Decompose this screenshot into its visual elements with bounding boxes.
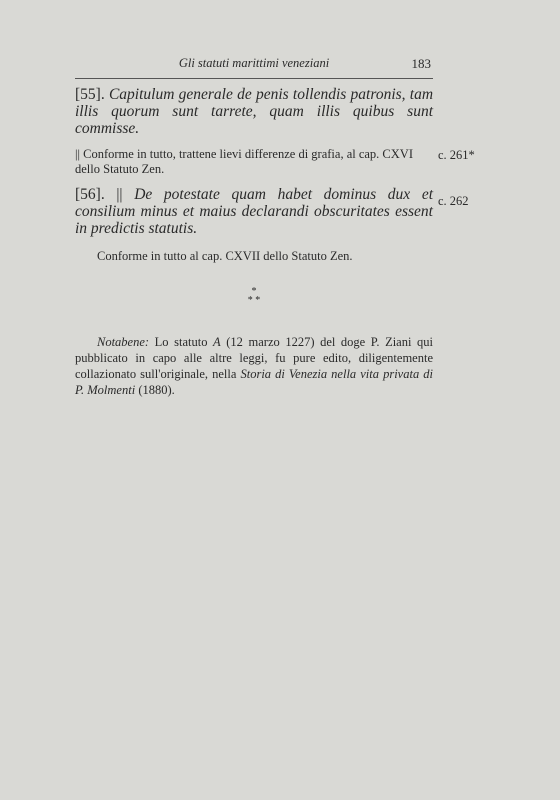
asterism-top: *: [251, 286, 257, 297]
cited-work-title: Storia di Venezia nella vita privata di P. Molmenti: [75, 367, 433, 397]
running-header: [75, 54, 433, 79]
margin-reference: c. 261*: [438, 148, 475, 162]
asterism-bottom: * *: [247, 295, 261, 306]
statute-letter: A: [213, 335, 221, 349]
notabene-text-2: (12 marzo 1227) del doge P. Ziani qui pubblicato in capo alle altre leggi, fu pure edito, diligentemente collazionato sull'originale, nella: [75, 335, 434, 381]
chapter-number: [55].: [75, 86, 105, 103]
margin-reference: c. 262: [438, 194, 469, 208]
chapter-title: Capitulum generale de penis tollendis patronis, tam illis quorum sunt tarrete, quam illis quibus sunt commisse.: [75, 86, 434, 137]
chapter-title: De potestate quam habet dominus dux et consilium minus et maius declarandi obscuritates essent in predictis statutis.: [75, 186, 434, 237]
notabene-paragraph: [75, 334, 433, 398]
chapter-56: [75, 186, 433, 264]
chapter-note: || Conforme in tutto, trattene lievi differenze di grafia, al cap. CXVI dello Statuto Zen.: [75, 147, 413, 176]
running-title: Gli statuti marittimi veneziani: [178, 56, 330, 70]
notabene-lead: Notabene:: [97, 335, 150, 349]
chapter-55: [75, 86, 433, 176]
chapter-note: Conforme in tutto al cap. CXVII dello Statuto Zen.: [97, 249, 353, 263]
page-number: 183: [411, 56, 431, 71]
notabene-text-3: (1880).: [135, 383, 175, 397]
chapter-number: [56]. ||: [75, 186, 123, 203]
notabene-text-1: Lo statuto: [149, 335, 214, 349]
chapter-heading: [75, 86, 433, 137]
chapter-heading: [75, 186, 433, 237]
asterism-divider: [236, 287, 272, 307]
